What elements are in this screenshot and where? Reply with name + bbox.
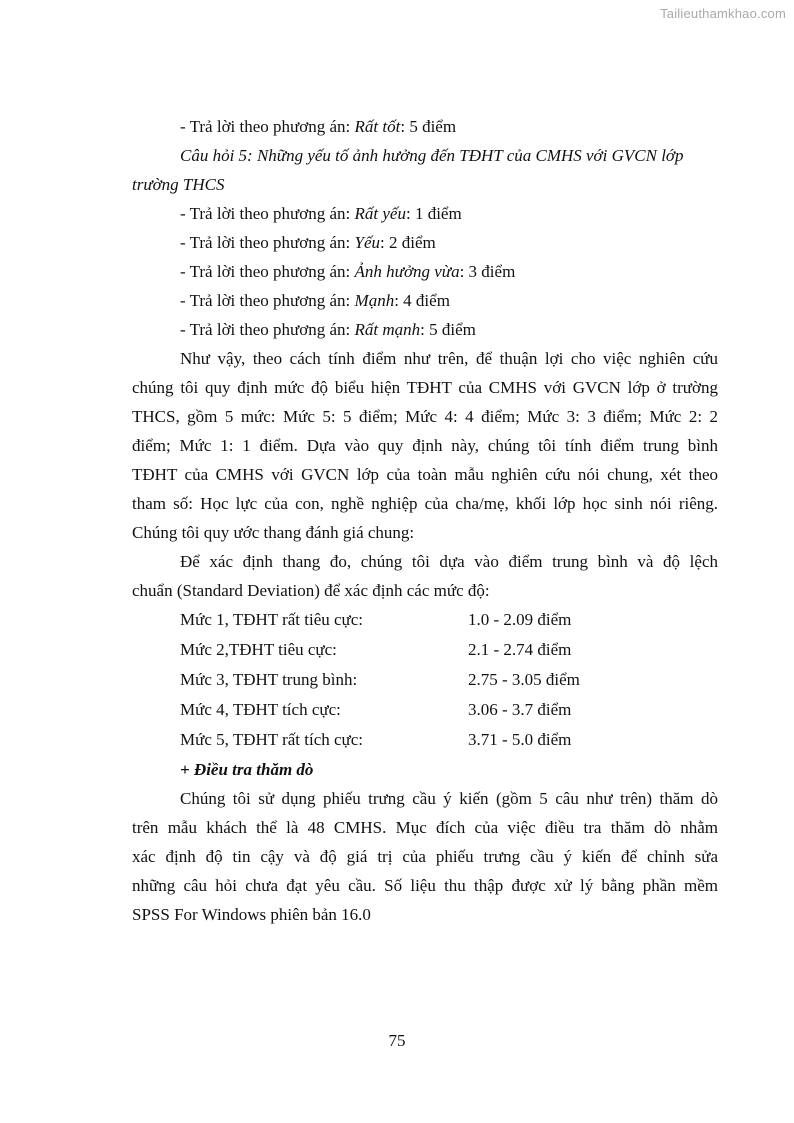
answer-option [132, 228, 718, 257]
answer-option [132, 112, 718, 141]
answer-label: Rất mạnh [354, 320, 421, 339]
paragraph-line: Để xác định thang đo, chúng tôi dựa vào điểm trung bình và độ lệch [180, 552, 718, 571]
scale-range: 3.71 - 5.0 điểm [468, 730, 572, 749]
answer-score: : 5 điểm [400, 117, 457, 136]
answer-option [132, 257, 718, 286]
paragraph-line: trên mẫu khách thể là 48 CMHS. Mục đích của việc điều tra thăm dò nhằm [132, 818, 718, 837]
answer-prefix: - Trả lời theo phương án: [180, 291, 355, 310]
scale-row [132, 635, 718, 665]
scale-range: 1.0 - 2.09 điểm [468, 610, 572, 629]
scale-row [132, 695, 718, 725]
answer-label: Rất tốt [354, 117, 401, 136]
paragraph-line: chuẩn (Standard Deviation) để xác định các mức độ: [132, 581, 490, 600]
watermark: Tailieuthamkhao.com [660, 6, 786, 21]
paragraph-line: điểm; Mức 1: 1 điểm. Dựa vào quy định này, chúng tôi tính điểm trung bình [132, 436, 718, 455]
paragraph-line: THCS, gồm 5 mức: Mức 5: 5 điểm; Mức 4: 4 điểm; Mức 3: 3 điểm; Mức 2: 2 [132, 407, 718, 426]
answer-score: : 3 điểm [459, 262, 516, 281]
page-body [132, 112, 718, 929]
paragraph-line: những câu hỏi chưa đạt yêu cầu. Số liệu thu thập được xử lý bằng phần mềm [132, 876, 718, 895]
answer-score: : 2 điểm [380, 233, 436, 252]
question-5-title: Câu hỏi 5: Những yếu tố ảnh hưởng đến TĐHT của CMHS với GVCN lớp [180, 146, 684, 165]
paragraph-line: xác định độ tin cậy và độ giá trị của phiếu trưng cầu ý kiến để chỉnh sửa [132, 847, 718, 866]
answer-prefix: - Trả lời theo phương án: [180, 320, 355, 339]
answer-score: : 1 điểm [405, 204, 462, 223]
answer-label: Ảnh hưởng vừa [354, 262, 460, 281]
paragraph-line: chúng tôi quy định mức độ biểu hiện TĐHT của CMHS với GVCN lớp ở trường [132, 378, 718, 397]
answer-prefix: - Trả lời theo phương án: [180, 233, 355, 252]
answer-prefix: - Trả lời theo phương án: [180, 204, 355, 223]
paragraph-line: TĐHT của CMHS với GVCN lớp của toàn mẫu nghiên cứu nói chung, xét theo [132, 465, 718, 484]
paragraph-line: SPSS For Windows phiên bản 16.0 [132, 905, 371, 924]
answer-prefix: - Trả lời theo phương án: [180, 262, 355, 281]
answer-score: : 5 điểm [420, 320, 476, 339]
scale-range: 3.06 - 3.7 điểm [468, 700, 572, 719]
section-heading: + Điều tra thăm dò [180, 760, 314, 779]
answer-option [132, 315, 718, 344]
scale-label: Mức 2,TĐHT tiêu cực: [180, 640, 337, 659]
scale-range: 2.75 - 3.05 điểm [468, 670, 580, 689]
scale-row [132, 725, 718, 755]
answer-label: Rất yếu [354, 204, 406, 223]
answer-label: Mạnh [354, 291, 395, 310]
scale-label: Mức 3, TĐHT trung bình: [180, 670, 358, 689]
answer-option [132, 286, 718, 315]
paragraph-line: Như vậy, theo cách tính điểm như trên, để thuận lợi cho việc nghiên cứu [180, 349, 718, 368]
paragraph-line: tham số: Học lực của con, nghề nghiệp của cha/mẹ, khối lớp học sinh nói riêng. [132, 494, 718, 513]
scale-row [132, 665, 718, 695]
answer-prefix: - Trả lời theo phương án: [180, 117, 355, 136]
scale-range: 2.1 - 2.74 điểm [468, 640, 572, 659]
scale-row [132, 605, 718, 635]
scale-label: Mức 1, TĐHT rất tiêu cực: [180, 610, 364, 629]
paragraph-line: Chúng tôi quy ước thang đánh giá chung: [132, 523, 415, 542]
scale-label: Mức 5, TĐHT rất tích cực: [180, 730, 364, 749]
answer-score: : 4 điểm [394, 291, 450, 310]
question-5-title-cont: trường THCS [132, 175, 225, 194]
paragraph-line: Chúng tôi sử dụng phiếu trưng cầu ý kiến (gồm 5 câu như trên) thăm dò [180, 789, 718, 808]
scale-label: Mức 4, TĐHT tích cực: [180, 700, 341, 719]
answer-label: Yếu [354, 233, 381, 252]
answer-option [132, 199, 718, 228]
page-number: 75 [388, 1031, 406, 1050]
